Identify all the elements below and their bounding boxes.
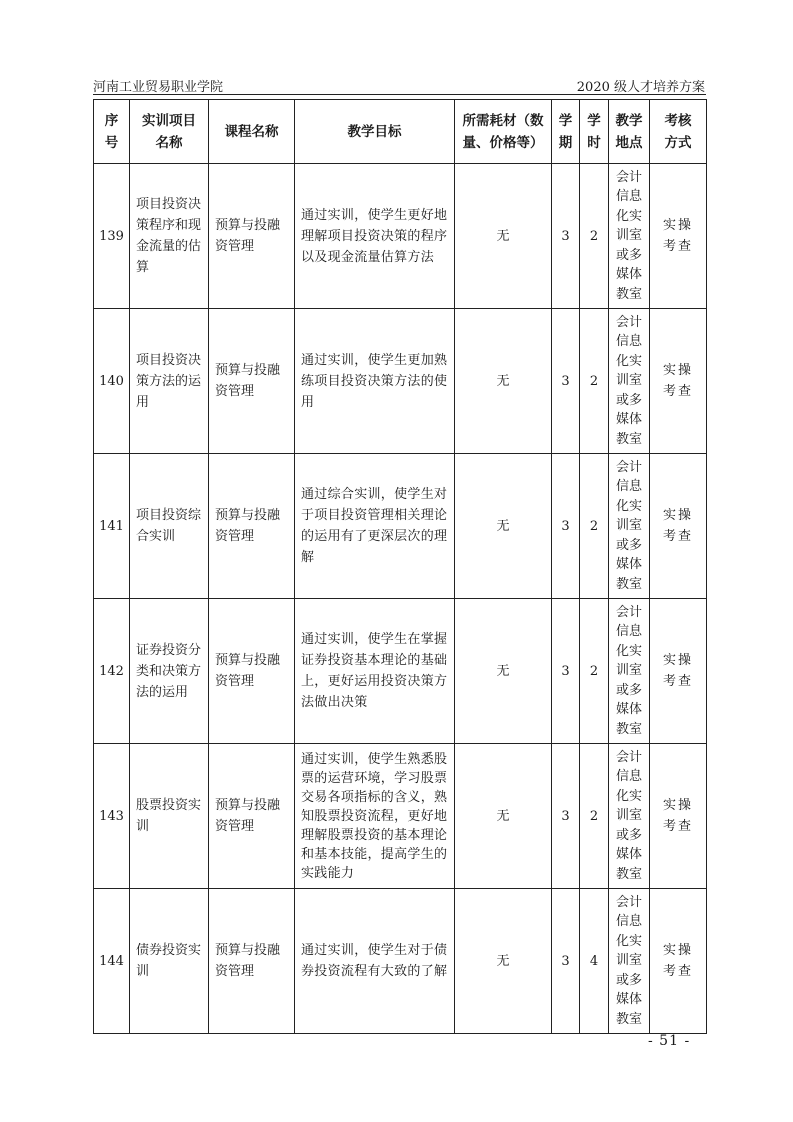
col-header-semester: 学期 bbox=[552, 100, 580, 164]
cell-location: 会计信息化实训室或多媒体教室 bbox=[609, 744, 650, 889]
cell-location: 会计信息化实训室或多媒体教室 bbox=[609, 599, 650, 744]
cell-semester: 3 bbox=[552, 599, 580, 744]
col-header-assessment: 考核方式 bbox=[650, 100, 707, 164]
cell-course: 预算与投融资管理 bbox=[209, 309, 295, 454]
col-header-goal: 教学目标 bbox=[295, 100, 455, 164]
table-row bbox=[94, 309, 707, 454]
cell-project: 证券投资分类和决策方法的运用 bbox=[130, 599, 209, 744]
cell-goal: 通过实训，使学生在掌握证券投资基本理论的基础上，更好运用投资决策方法做出决策 bbox=[295, 599, 455, 744]
col-header-course: 课程名称 bbox=[209, 100, 295, 164]
cell-assessment: 实操考查 bbox=[650, 309, 707, 454]
cell-goal: 通过综合实训，使学生对于项目投资管理相关理论的运用有了更深层次的理解 bbox=[295, 454, 455, 599]
table-row bbox=[94, 599, 707, 744]
cell-project: 项目投资决策程序和现金流量的估算 bbox=[130, 164, 209, 309]
table-row bbox=[94, 889, 707, 1034]
cell-no: 139 bbox=[94, 164, 130, 309]
cell-location: 会计信息化实训室或多媒体教室 bbox=[609, 164, 650, 309]
page-number: - 51 - bbox=[648, 1033, 691, 1049]
table-row bbox=[94, 454, 707, 599]
cell-semester: 3 bbox=[552, 164, 580, 309]
col-header-hours: 学时 bbox=[580, 100, 609, 164]
cell-no: 140 bbox=[94, 309, 130, 454]
cell-materials: 无 bbox=[455, 889, 552, 1034]
cell-assessment: 实操考查 bbox=[650, 454, 707, 599]
cell-no: 143 bbox=[94, 744, 130, 889]
cell-location: 会计信息化实训室或多媒体教室 bbox=[609, 454, 650, 599]
cell-course: 预算与投融资管理 bbox=[209, 889, 295, 1034]
col-header-location: 教学地点 bbox=[609, 100, 650, 164]
cell-materials: 无 bbox=[455, 309, 552, 454]
col-header-no: 序号 bbox=[94, 100, 130, 164]
cell-course: 预算与投融资管理 bbox=[209, 164, 295, 309]
cell-hours: 2 bbox=[580, 454, 609, 599]
table-row bbox=[94, 744, 707, 889]
table-row bbox=[94, 164, 707, 309]
cell-course: 预算与投融资管理 bbox=[209, 744, 295, 889]
col-header-materials: 所需耗材（数量、价格等） bbox=[455, 100, 552, 164]
table-header-row bbox=[94, 100, 707, 164]
cell-hours: 2 bbox=[580, 309, 609, 454]
training-projects-table bbox=[93, 99, 707, 1034]
header-divider bbox=[93, 94, 706, 95]
cell-location: 会计信息化实训室或多媒体教室 bbox=[609, 889, 650, 1034]
cell-goal: 通过实训，使学生更加熟练项目投资决策方法的使用 bbox=[295, 309, 455, 454]
header-document-title: 2020 级人才培养方案 bbox=[576, 80, 705, 95]
cell-project: 股票投资实训 bbox=[130, 744, 209, 889]
cell-location: 会计信息化实训室或多媒体教室 bbox=[609, 309, 650, 454]
cell-course: 预算与投融资管理 bbox=[209, 599, 295, 744]
cell-materials: 无 bbox=[455, 599, 552, 744]
cell-semester: 3 bbox=[552, 744, 580, 889]
cell-materials: 无 bbox=[455, 744, 552, 889]
cell-no: 144 bbox=[94, 889, 130, 1034]
cell-course: 预算与投融资管理 bbox=[209, 454, 295, 599]
header-institution: 河南工业贸易职业学院 bbox=[93, 80, 224, 95]
cell-semester: 3 bbox=[552, 454, 580, 599]
cell-assessment: 实操考查 bbox=[650, 889, 707, 1034]
cell-assessment: 实操考查 bbox=[650, 599, 707, 744]
col-header-project: 实训项目名称 bbox=[130, 100, 209, 164]
cell-no: 142 bbox=[94, 599, 130, 744]
cell-materials: 无 bbox=[455, 164, 552, 309]
cell-hours: 2 bbox=[580, 164, 609, 309]
cell-no: 141 bbox=[94, 454, 130, 599]
cell-goal: 通过实训，使学生更好地理解项目投资决策的程序以及现金流量估算方法 bbox=[295, 164, 455, 309]
cell-hours: 2 bbox=[580, 744, 609, 889]
cell-semester: 3 bbox=[552, 309, 580, 454]
cell-assessment: 实操考查 bbox=[650, 164, 707, 309]
cell-goal: 通过实训，使学生熟悉股票的运营环境，学习股票交易各项指标的含义，熟知股票投资流程，更好地理解股票投资的基本理论和基本技能，提高学生的实践能力 bbox=[295, 744, 455, 889]
cell-project: 债券投资实训 bbox=[130, 889, 209, 1034]
cell-hours: 2 bbox=[580, 599, 609, 744]
cell-hours: 4 bbox=[580, 889, 609, 1034]
cell-project: 项目投资决策方法的运用 bbox=[130, 309, 209, 454]
cell-project: 项目投资综合实训 bbox=[130, 454, 209, 599]
cell-assessment: 实操考查 bbox=[650, 744, 707, 889]
cell-materials: 无 bbox=[455, 454, 552, 599]
cell-semester: 3 bbox=[552, 889, 580, 1034]
cell-goal: 通过实训，使学生对于债券投资流程有大致的了解 bbox=[295, 889, 455, 1034]
